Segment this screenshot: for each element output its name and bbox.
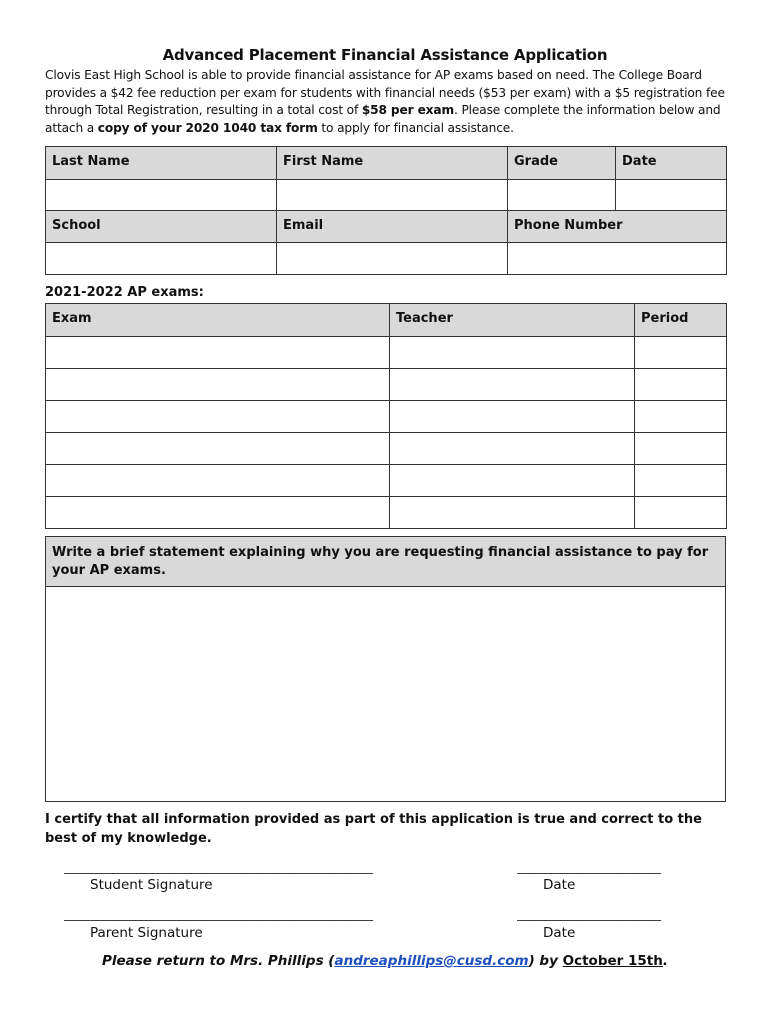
student-date-line[interactable]: __________________________ bbox=[517, 860, 660, 875]
teacher-field[interactable] bbox=[390, 497, 635, 529]
school-header: School bbox=[46, 211, 277, 243]
table-row bbox=[46, 433, 727, 465]
teacher-field[interactable] bbox=[390, 401, 635, 433]
table-row bbox=[46, 369, 727, 401]
intro-cost: $58 per exam bbox=[361, 103, 455, 118]
date-field[interactable] bbox=[616, 180, 727, 211]
email-field[interactable] bbox=[277, 243, 508, 275]
exams-table bbox=[45, 303, 727, 529]
parent-date-line[interactable]: __________________________ bbox=[517, 907, 660, 922]
exam-field[interactable] bbox=[46, 337, 390, 369]
intro-paragraph bbox=[45, 67, 730, 137]
period-header: Period bbox=[635, 304, 727, 337]
phone-header: Phone Number bbox=[508, 211, 727, 243]
footer-text: Please return to Mrs. Phillips ( bbox=[101, 953, 335, 969]
exam-field[interactable] bbox=[46, 401, 390, 433]
intro-text: to apply for financial assistance. bbox=[317, 120, 514, 135]
certification-text: I certify that all information provided as part of this application is true and correct to the best of my knowledge. bbox=[45, 812, 702, 846]
period-field[interactable] bbox=[635, 433, 727, 465]
period-field[interactable] bbox=[635, 465, 727, 497]
statement-field[interactable] bbox=[46, 587, 726, 802]
exam-header: Exam bbox=[46, 304, 390, 337]
table-row bbox=[46, 401, 727, 433]
intro-text: . Please complete the information below and attach a bbox=[45, 103, 721, 135]
contact-email-link[interactable]: andreaphillips@cusd.com bbox=[334, 953, 529, 969]
exam-field[interactable] bbox=[46, 497, 390, 529]
teacher-field[interactable] bbox=[390, 465, 635, 497]
student-info-table bbox=[45, 146, 727, 275]
teacher-header: Teacher bbox=[390, 304, 635, 337]
grade-field[interactable] bbox=[508, 180, 616, 211]
table-row bbox=[46, 465, 727, 497]
table-row bbox=[46, 337, 727, 369]
teacher-field[interactable] bbox=[390, 433, 635, 465]
student-signature-line[interactable]: ________________________________________________________ bbox=[64, 860, 372, 875]
exams-section-label: 2021-2022 AP exams: bbox=[45, 285, 204, 300]
intro-text: Clovis East High School is able to provide financial assistance for AP exams based on need. The College Board provides a $42 fee reduction per exam for students with financial needs ($53 per exam) with a $5 registration fee through Total Registration, resulting in a total cost of bbox=[45, 68, 725, 118]
footer-text: . bbox=[662, 953, 668, 969]
phone-field[interactable] bbox=[508, 243, 727, 275]
footer-text: ) by bbox=[528, 953, 563, 969]
exam-field[interactable] bbox=[46, 465, 390, 497]
grade-header: Grade bbox=[508, 147, 616, 180]
period-field[interactable] bbox=[635, 369, 727, 401]
statement-table bbox=[45, 536, 726, 802]
exam-field[interactable] bbox=[46, 369, 390, 401]
due-date: October 15th bbox=[562, 953, 663, 969]
date-header: Date bbox=[616, 147, 727, 180]
email-header: Email bbox=[277, 211, 508, 243]
first-name-header: First Name bbox=[277, 147, 508, 180]
parent-signature-line[interactable]: ________________________________________________________ bbox=[64, 907, 372, 922]
last-name-field[interactable] bbox=[46, 180, 277, 211]
table-row bbox=[46, 497, 727, 529]
teacher-field[interactable] bbox=[390, 337, 635, 369]
parent-date-label: Date bbox=[543, 925, 576, 941]
student-date-label: Date bbox=[543, 877, 576, 893]
return-instructions bbox=[0, 953, 770, 969]
first-name-field[interactable] bbox=[277, 180, 508, 211]
intro-tax-form: copy of your 2020 1040 tax form bbox=[97, 120, 318, 135]
period-field[interactable] bbox=[635, 337, 727, 369]
school-field[interactable] bbox=[46, 243, 277, 275]
period-field[interactable] bbox=[635, 401, 727, 433]
last-name-header: Last Name bbox=[46, 147, 277, 180]
period-field[interactable] bbox=[635, 497, 727, 529]
statement-prompt: Write a brief statement explaining why you are requesting financial assistance to pay for your AP exams. bbox=[46, 537, 726, 587]
teacher-field[interactable] bbox=[390, 369, 635, 401]
parent-signature-label: Parent Signature bbox=[90, 925, 203, 941]
student-signature-label: Student Signature bbox=[90, 877, 213, 893]
exam-field[interactable] bbox=[46, 433, 390, 465]
page-title: Advanced Placement Financial Assistance Application bbox=[162, 46, 608, 64]
